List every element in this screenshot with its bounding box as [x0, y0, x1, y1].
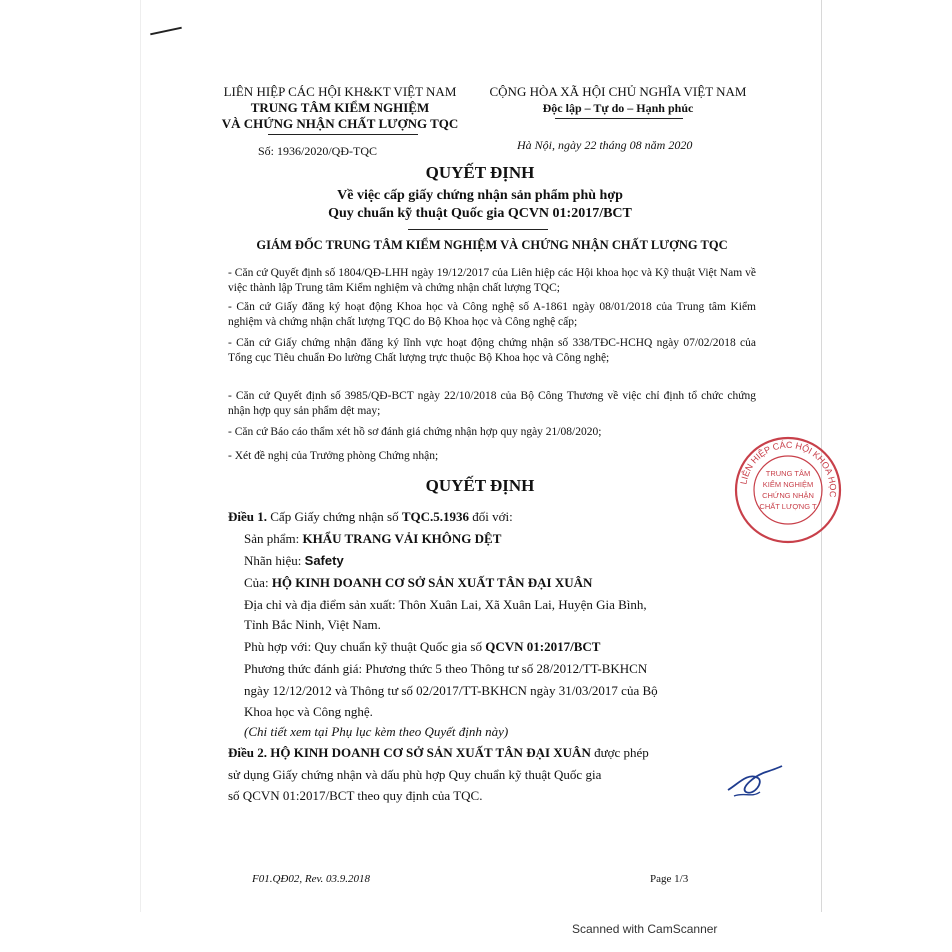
- title-subject-1: Về việc cấp giấy chứng nhận sản phẩm phù hợp: [337, 188, 623, 203]
- owner-line: [244, 572, 592, 593]
- basis-2: - Căn cứ Giấy đăng ký hoạt động Khoa học và Công nghệ số A-1861 ngày 08/01/2018 của Trung tâm Kiểm nghiệm và chứng nhận chất lượng TQC do Bộ Khoa học và Công nghệ cấp;: [228, 301, 756, 328]
- product-line: [244, 528, 501, 549]
- conformity-standard: QCVN 01:2017/BCT: [485, 639, 601, 654]
- basis-3: - Căn cứ Giấy chứng nhận đăng ký lĩnh vực hoạt động chứng nhận số 338/TĐC-HCHQ ngày 07/02/2018 của Tổng cục Tiêu chuẩn Đo lường Chất lượng trực thuộc Bộ Khoa học và Công nghệ;: [228, 337, 756, 364]
- method-line-1: Phương thức đánh giá: Phương thức 5 theo Thông tư số 28/2012/TT-BKHCN: [244, 661, 648, 676]
- conformity-label: Phù hợp với: Quy chuẩn kỹ thuật Quốc gia số: [244, 639, 482, 654]
- address-line-1: [244, 594, 647, 615]
- stamp-center-2: KIỂM NGHIỆM: [762, 480, 814, 489]
- article-2-line-2: sử dụng Giấy chứng nhận và dấu phù hợp Quy chuẩn kỹ thuật Quốc gia: [228, 767, 602, 782]
- certificate-number: TQC.5.1936: [401, 509, 470, 524]
- page-number: Page 1/3: [650, 873, 689, 885]
- method-line-3: Khoa học và Công nghệ.: [244, 704, 373, 719]
- owner-label: Của:: [244, 575, 269, 590]
- signature: [724, 762, 784, 804]
- owner-name: HỘ KINH DOANH CƠ SỞ SẢN XUẤT TÂN ĐẠI XUÂN: [271, 575, 593, 590]
- article-2-line-1: [228, 742, 649, 763]
- title-underline: [408, 229, 548, 230]
- motto-underline: [555, 118, 683, 119]
- article-2-text-1: được phép: [594, 745, 649, 760]
- address-label: Địa chỉ và địa điểm sản xuất:: [244, 597, 396, 612]
- org-underline: [268, 134, 418, 135]
- place-date: Hà Nội, ngày 22 tháng 08 năm 2020: [517, 138, 693, 152]
- decision-number: Số: 1936/2020/QĐ-TQC: [258, 144, 378, 158]
- decision-heading: QUYẾT ĐỊNH: [425, 476, 535, 495]
- brand-name: Safety: [304, 553, 344, 568]
- article-1-text: Cấp Giấy chứng nhận số: [270, 509, 399, 524]
- nation-line-2: Độc lập – Tự do – Hạnh phúc: [542, 101, 694, 115]
- stamp-center-3: CHỨNG NHẬN: [762, 491, 814, 500]
- nation-line-1: CỘNG HÒA XÃ HỘI CHỦ NGHĨA VIỆT NAM: [489, 84, 747, 99]
- article-2-line-3: số QCVN 01:2017/BCT theo quy định của TQC.: [228, 788, 483, 803]
- article-2-label: Điều 2.: [228, 745, 267, 760]
- appendix-note: (Chi tiết xem tại Phụ lục kèm theo Quyết định này): [244, 724, 509, 739]
- conformity-line: [244, 636, 600, 657]
- document-title: QUYẾT ĐỊNH: [425, 163, 535, 182]
- address-value-1: Thôn Xuân Lai, Xã Xuân Lai, Huyện Gia Bình,: [398, 597, 647, 612]
- product-label: Sản phẩm:: [244, 531, 300, 546]
- article-1-heading: [228, 506, 513, 527]
- official-stamp: [733, 435, 843, 545]
- stamp-center-1: TRUNG TÂM: [765, 469, 811, 478]
- brand-label: Nhãn hiệu:: [244, 553, 302, 568]
- address-line-2: Tỉnh Bắc Ninh, Việt Nam.: [244, 617, 381, 632]
- org-line-1: LIÊN HIỆP CÁC HỘI KH&KT VIỆT NAM: [223, 84, 457, 99]
- basis-6: - Xét đề nghị của Trưởng phòng Chứng nhận;: [228, 450, 439, 462]
- product-name: KHẨU TRANG VẢI KHÔNG DỆT: [302, 531, 502, 546]
- form-code: F01.QĐ02, Rev. 03.9.2018: [252, 873, 371, 885]
- title-subject-2: Quy chuẩn kỹ thuật Quốc gia QCVN 01:2017/BCT: [328, 206, 632, 221]
- basis-1: - Căn cứ Quyết định số 1804/QĐ-LHH ngày 19/12/2017 của Liên hiệp các Hội khoa học và Kỹ thuật Việt Nam về việc thành lập Trung tâm Kiểm nghiệm và chứng nhận chất lượng TQC;: [228, 267, 756, 294]
- stamp-ring-text: LIÊN HIỆP CÁC HỘI KHOA HỌC: [738, 439, 839, 498]
- scanner-watermark: Scanned with CamScanner: [572, 922, 718, 936]
- basis-4: - Căn cứ Quyết định số 3985/QĐ-BCT ngày 22/10/2018 của Bộ Công Thương về việc chỉ định tổ chức chứng nhận hợp quy sản phẩm dệt may;: [228, 390, 756, 417]
- article-1-label: Điều 1.: [228, 509, 267, 524]
- article-2-owner: HỘ KINH DOANH CƠ SỞ SẢN XUẤT TÂN ĐẠI XUÂN: [270, 745, 591, 760]
- article-1-text-end: đối với:: [472, 509, 513, 524]
- org-line-3: VÀ CHỨNG NHẬN CHẤT LƯỢNG TQC: [221, 116, 459, 131]
- director-heading: GIÁM ĐỐC TRUNG TÂM KIỂM NGHIỆM VÀ CHỨNG NHẬN CHẤT LƯỢNG TQC: [256, 238, 728, 252]
- stamp-center-4: CHẤT LƯỢNG T: [759, 502, 817, 511]
- org-header: [205, 84, 475, 132]
- basis-5: - Căn cứ Báo cáo thẩm xét hồ sơ đánh giá chứng nhận hợp quy ngày 21/08/2020;: [228, 426, 602, 438]
- nation-header: [478, 84, 758, 116]
- method-line-2: ngày 12/12/2012 và Thông tư số 02/2017/TT-BKHCN ngày 31/03/2017 của Bộ: [244, 683, 658, 698]
- stamp-seal: [733, 435, 843, 545]
- org-line-2: TRUNG TÂM KIỂM NGHIỆM: [250, 100, 430, 115]
- brand-line: [244, 550, 344, 571]
